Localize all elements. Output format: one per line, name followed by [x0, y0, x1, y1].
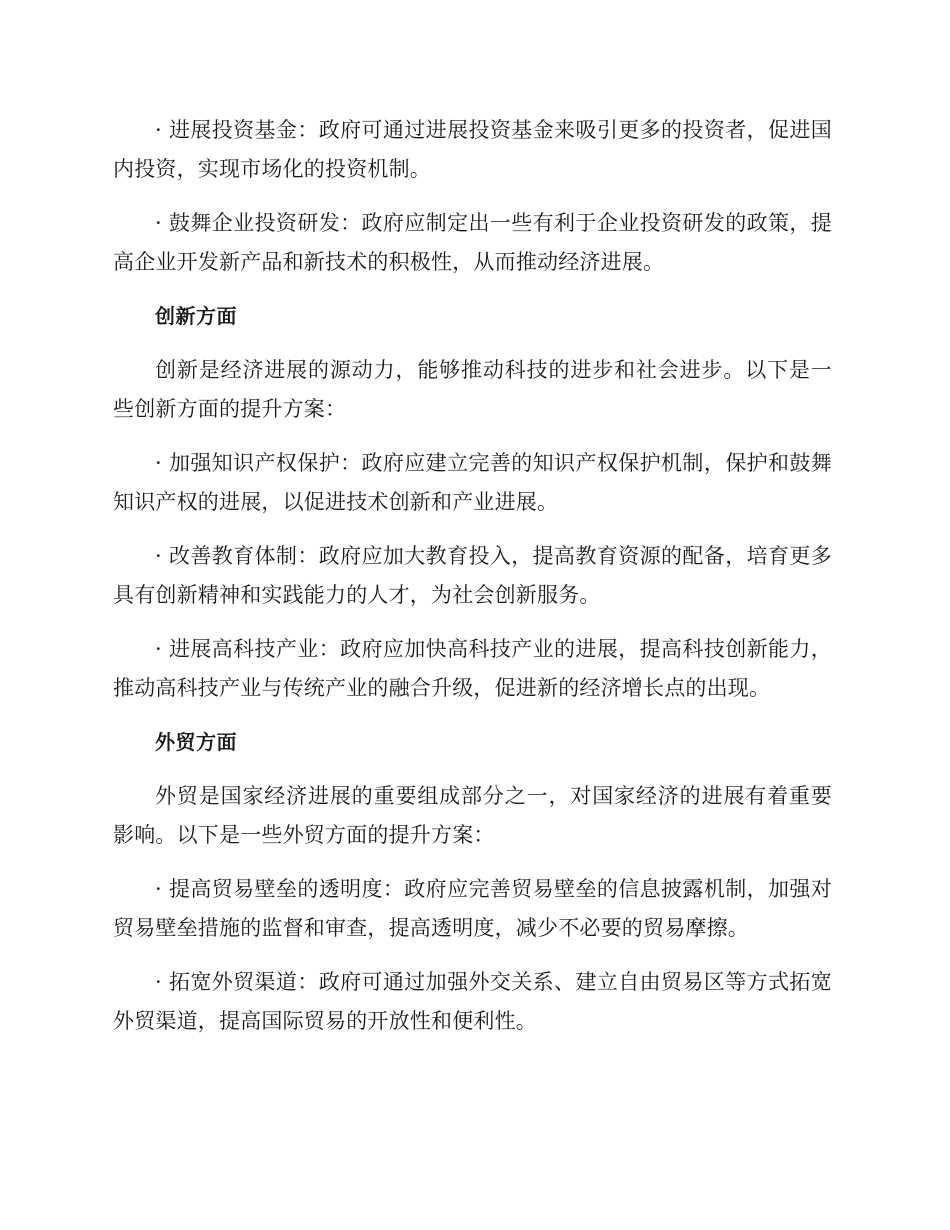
- bullet-trade-channels: · 拓宽外贸渠道：政府可通过加强外交关系、建立自由贸易区等方式拓宽外贸渠道，提高国际贸易的开放性和便利性。: [113, 970, 832, 1033]
- section-heading-foreign-trade: 外贸方面: [155, 730, 237, 754]
- bullet-enterprise-rnd: · 鼓舞企业投资研发：政府应制定出一些有利于企业投资研发的政策，提高企业开发新产品和新技术的积极性，从而推动经济进展。: [113, 211, 832, 274]
- bullet-ip-protection: · 加强知识产权保护：政府应建立完善的知识产权保护机制，保护和鼓舞知识产权的进展，以促进技术创新和产业进展。: [113, 451, 832, 514]
- bullet-trade-barrier-transparency: · 提高贸易壁垒的透明度：政府应完善贸易壁垒的信息披露机制，加强对贸易壁垒措施的监督和审查，提高透明度，减少不必要的贸易摩擦。: [113, 877, 832, 940]
- bullet-investment-fund: · 进展投资基金：政府可通过进展投资基金来吸引更多的投资者，促进国内投资，实现市场化的投资机制。: [113, 118, 832, 181]
- bullet-high-tech-industry: · 进展高科技产业：政府应加快高科技产业的进展，提高科技创新能力，推动高科技产业与传统产业的融合升级，促进新的经济增长点的出现。: [113, 637, 832, 700]
- bullet-education-reform: · 改善教育体制：政府应加大教育投入，提高教育资源的配备，培育更多具有创新精神和实践能力的人才，为社会创新服务。: [113, 544, 832, 607]
- foreign-trade-intro: 外贸是国家经济进展的重要组成部分之一，对国家经济的进展有着重要影响。以下是一些外贸方面的提升方案：: [113, 784, 832, 847]
- section-heading-innovation: 创新方面: [155, 304, 237, 328]
- innovation-intro: 创新是经济进展的源动力，能够推动科技的进步和社会进步。以下是一些创新方面的提升方案：: [113, 358, 832, 421]
